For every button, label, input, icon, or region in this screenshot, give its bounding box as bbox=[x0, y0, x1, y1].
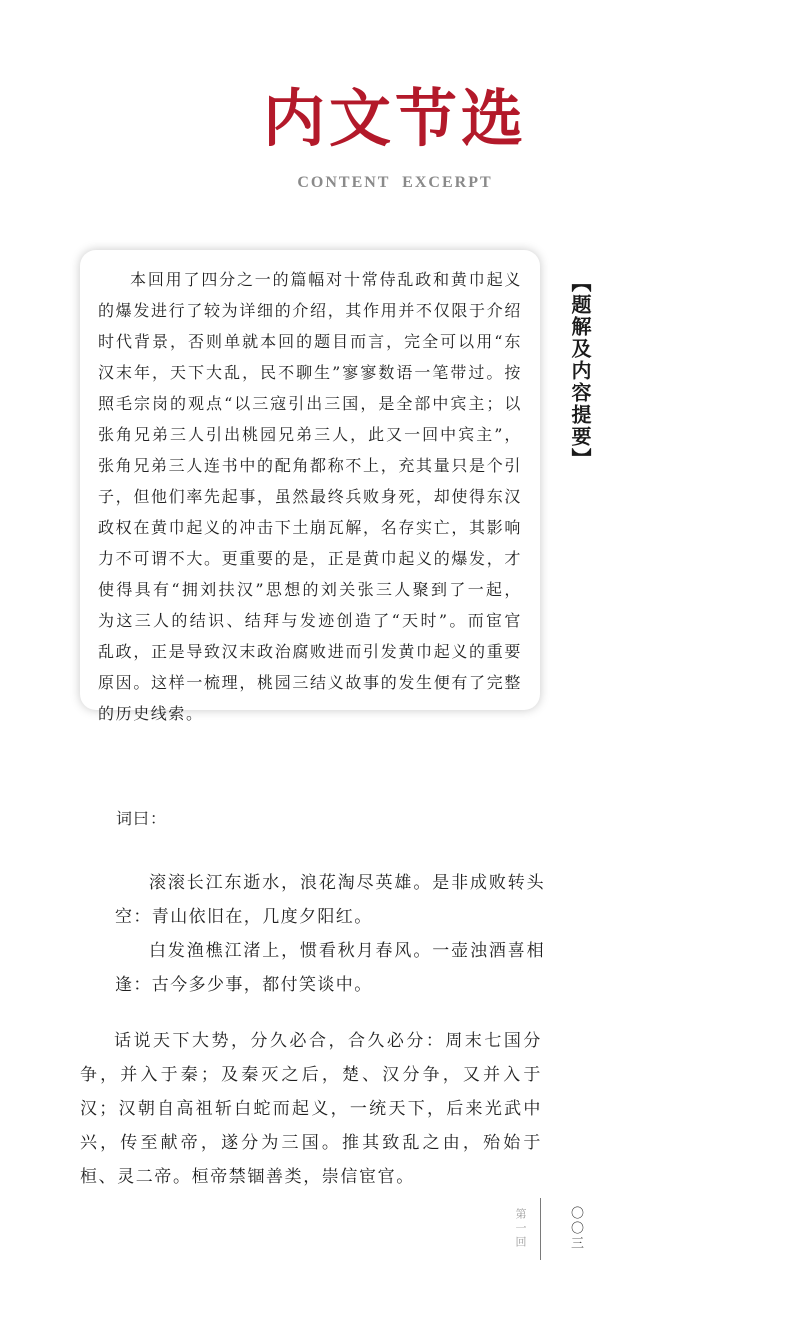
prose-paragraph: 话说天下大势，分久必合，合久必分：周末七国分争，并入于秦；及秦灭之后，楚、汉分争，又并入于汉；汉朝自高祖斩白蛇而起义，一统天下，后来光武中兴，传至献帝，遂分为三国。推其致乱之由，殆始于桓、灵二帝。桓帝禁锢善类，崇信宦官。 bbox=[80, 1031, 542, 1187]
prose bbox=[80, 1024, 542, 1194]
footer-divider bbox=[540, 1198, 541, 1260]
page-subtitle: CONTENT EXCERPT bbox=[297, 174, 493, 191]
poem bbox=[115, 866, 545, 1002]
ci-label: 词曰： bbox=[116, 809, 168, 828]
poem-stanza-2: 白发渔樵江渚上，惯看秋月春风。一壶浊酒喜相逢：古今多少事，都付笑谈中。 bbox=[115, 941, 545, 995]
summary-side-label: 【题解及内容提要】 bbox=[568, 272, 592, 470]
page-title: 内文节选 bbox=[262, 82, 527, 155]
summary-card bbox=[80, 250, 540, 723]
footer-page-number: 〇〇三 bbox=[568, 1206, 583, 1251]
summary-text: 本回用了四分之一的篇幅对十常侍乱政和黄巾起义的爆发进行了较为详细的介绍，其作用并不仅限于介绍时代背景，否则单就本回的题目而言，完全可以用“东汉末年，天下大乱，民不聊生”寥寥数语一笔带过。按照毛宗岗的观点“以三寇引出三国，是全部中宾主；以张角兄弟三人引出桃园兄弟三人，此又一回中宾主”，张角兄弟三人连书中的配角都称不上，充其量只是个引子，但他们率先起事，虽然最终兵败身死，却使得东汉政权在黄巾起义的冲击下土崩瓦解，名存实亡，其影响力不可谓不大。更重要的是，正是黄巾起义的爆发，才使得具有“拥刘扶汉”思想的刘关张三人聚到了一起，为这三人的结识、结拜与发迹创造了“天时”。而宦官乱政，正是导致汉末政治腐败进而引发黄巾起义的重要原因。这样一梳理，桃园三结义故事的发生便有了完整的历史线索。 bbox=[98, 270, 522, 723]
poem-stanza-1: 滚滚长江东逝水，浪花淘尽英雄。是非成败转头空：青山依旧在，几度夕阳红。 bbox=[115, 873, 545, 927]
footer-chapter: 第一回 bbox=[514, 1208, 527, 1250]
